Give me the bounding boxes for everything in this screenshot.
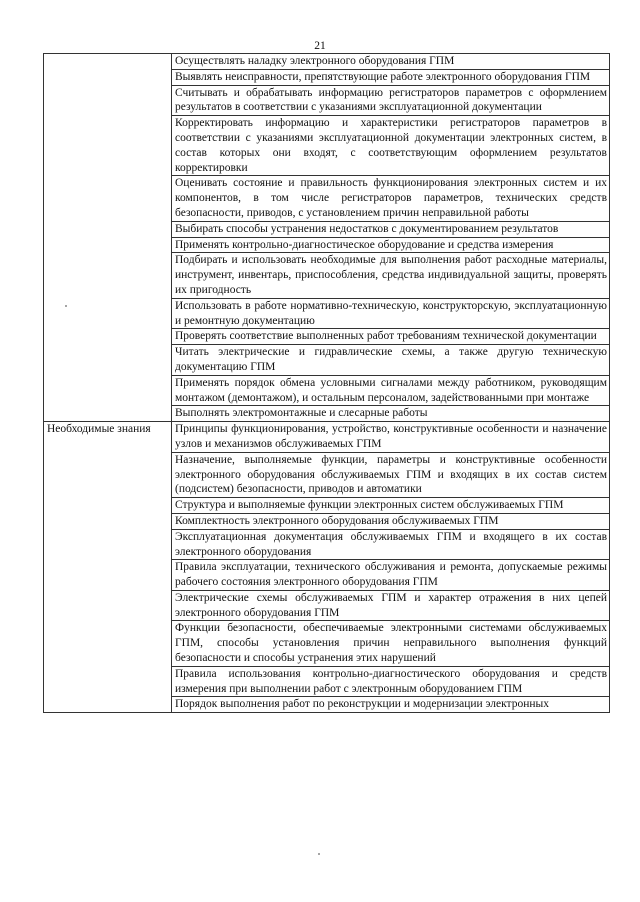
skill-item: Читать электрические и гидравлические схемы, а также другую техническую документацию ГПМ [172, 345, 610, 376]
skill-item: Выполнять электромонтажные и слесарные работы [172, 406, 610, 422]
table-row [44, 54, 610, 70]
skill-item: Корректировать информацию и характеристики регистраторов параметров в соответствии с указаниями эксплуатационной документации электронных систем, в состав которых они входят, с соответствующим оформлением результатов корректировки [172, 116, 610, 176]
scan-speck [65, 305, 67, 307]
skill-item: Считывать и обрабатывать информацию регистраторов параметров с оформлением результатов в соответствии с указаниями эксплуатационной документации [172, 85, 610, 116]
skill-item: Использовать в работе нормативно-техническую, конструкторскую, эксплуатационную и ремонтную документацию [172, 298, 610, 329]
knowledge-item: Электрические схемы обслуживаемых ГПМ и характер отражения в них цепей электронного оборудования ГПМ [172, 590, 610, 621]
skill-item: Подбирать и использовать необходимые для выполнения работ расходные материалы, инструмент, инвентарь, приспособления, средства индивидуальной защиты, проверять их пригодность [172, 253, 610, 298]
page-number: 21 [314, 40, 326, 52]
skill-item: Применять порядок обмена условными сигналами между работником, руководящим монтажом (демонтажом), и остальным персоналом, задействованными при монтаже [172, 375, 610, 406]
knowledge-item: Функции безопасности, обеспечиваемые электронными системами обслуживаемых ГПМ, способы установления причин неправильного выполнения функций безопасности и способы устранения этих нарушений [172, 621, 610, 666]
skill-item: Проверять соответствие выполненных работ требованиям технической документации [172, 329, 610, 345]
skill-item: Выбирать способы устранения недостатков с документированием результатов [172, 221, 610, 237]
skill-item: Применять контрольно-диагностическое оборудование и средства измерения [172, 237, 610, 253]
knowledge-label-cell: Необходимые знания [44, 422, 172, 713]
knowledge-item: Комплектность электронного оборудования обслуживаемых ГПМ [172, 513, 610, 529]
knowledge-item: Правила эксплуатации, технического обслуживания и ремонта, допускаемые режимы рабочего состояния электронного оборудования ГПМ [172, 560, 610, 591]
skills-label-cell [44, 54, 172, 422]
knowledge-item: Эксплуатационная документация обслуживаемых ГПМ и входящего в их состав электронного оборудования [172, 529, 610, 560]
skill-item: Выявлять неисправности, препятствующие работе электронного оборудования ГПМ [172, 69, 610, 85]
skill-item: Осуществлять наладку электронного оборудования ГПМ [172, 54, 610, 70]
knowledge-item: Назначение, выполняемые функции, параметры и конструктивные особенности электронного оборудования обслуживаемых ГПМ и входящих в их состав систем (подсистем) безопасности, приводов и автоматики [172, 452, 610, 497]
scan-speck [318, 853, 320, 855]
knowledge-item: Правила использования контрольно-диагностического оборудования и средств измерения при выполнении работ с электронным оборудованием ГПМ [172, 666, 610, 697]
knowledge-item: Порядок выполнения работ по реконструкции и модернизации электронных [172, 697, 610, 713]
table-row [44, 422, 610, 453]
skill-item: Оценивать состояние и правильность функционирования электронных систем и их компонентов, в том числе регистраторов параметров, технических средств безопасности, приводов, с установлением причин неправильной работы [172, 176, 610, 221]
competency-table [43, 53, 610, 713]
knowledge-item: Структура и выполняемые функции электронных систем обслуживаемых ГПМ [172, 498, 610, 514]
knowledge-item: Принципы функционирования, устройство, конструктивные особенности и назначение узлов и механизмов обслуживаемых ГПМ [172, 422, 610, 453]
